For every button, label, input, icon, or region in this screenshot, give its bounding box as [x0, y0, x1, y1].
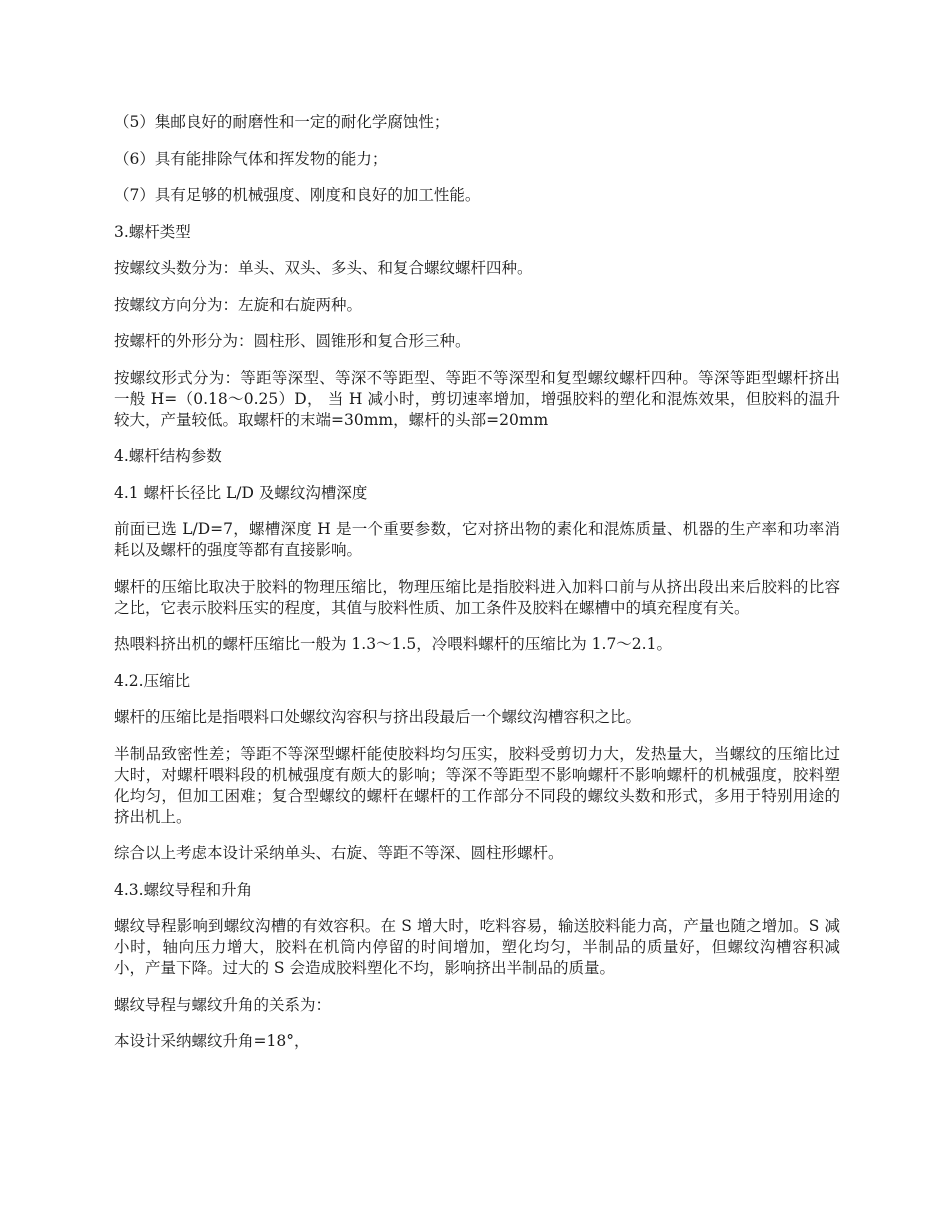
paragraph-thread-form: 按螺纹形式分为：等距等深型、等深不等距型、等距不等深型和复型螺纹螺杆四种。等深等距型螺杆挤出一般 H=（0.18～0.25）D， 当 H 减小时，剪切速率增加，增强胶料的塑化和混炼效果，但胶料的温升较大，产量较低。取螺杆的末端=30mm，螺杆的头部=20mm	[114, 368, 840, 429]
subsection-heading-lead-angle: 4.3.螺纹导程和升角	[114, 880, 253, 899]
paragraph-screw-shape: 按螺杆的外形分为：圆柱形、圆锥形和复合形三种。	[114, 332, 471, 350]
paragraph-compression-definition: 螺杆的压缩比是指喂料口处螺纹沟容积与挤出段最后一个螺纹沟槽容积之比。	[114, 708, 642, 726]
paragraph-design-conclusion: 综合以上考虑本设计采纳单头、右旋、等距不等深、圆柱形螺杆。	[114, 844, 564, 862]
document-page	[114, 112, 840, 1068]
paragraph-lead-relation: 螺纹导程与螺纹升角的关系为：	[114, 995, 332, 1014]
paragraph-compression-values: 热喂料挤出机的螺杆压缩比一般为 1.3～1.5，冷喂料螺杆的压缩比为 1.7～2.1。	[114, 635, 672, 653]
paragraph-density-comparison: 半制品致密性差；等距不等深型螺杆能使胶料均匀压实，胶料受剪切力大，发热量大，当螺纹的压缩比过大时，对螺杆喂料段的机械强度有颇大的影响；等深不等距型不影响螺杆不影响螺杆的机械强度，胶料塑化均匀，但加工困难；复合型螺纹的螺杆在螺杆的工作部分不同段的螺纹头数和形式，多用于特别用途的挤出机上。	[114, 744, 840, 826]
paragraph-item-7: （7）具有足够的机械强度、刚度和良好的加工性能。	[114, 186, 481, 204]
paragraph-item-5: （5）集邮良好的耐磨性和一定的耐化学腐蚀性；	[114, 113, 450, 131]
section-heading-screw-types: 3.螺杆类型	[114, 222, 191, 241]
paragraph-lead-angle-value: 本设计采纳螺纹升角=18°，	[114, 1032, 310, 1050]
paragraph-thread-direction: 按螺纹方向分为：左旋和右旋两种。	[114, 295, 363, 314]
paragraph-lead-effect: 螺纹导程影响到螺纹沟槽的有效容积。在 S 增大时，吃料容易，输送胶料能力高，产量也随之增加。S 减小时，轴向压力增大，胶料在机筒内停留的时间增加，塑化均匀，半制品的质量好，但螺纹沟槽容积减小，产量下降。过大的 S 会造成胶料塑化不均，影响挤出半制品的质量。	[114, 917, 840, 977]
subsection-heading-ld-ratio: 4.1 螺杆长径比 L/D 及螺纹沟槽深度	[114, 483, 368, 502]
paragraph-compression-physical: 螺杆的压缩比取决于胶料的物理压缩比，物理压缩比是指胶料进入加料口前与从挤出段出来后胶料的比容之比，它表示胶料压实的程度，其值与胶料性质、加工条件及胶料在螺槽中的填充程度有关。	[114, 577, 840, 617]
subsection-heading-compression-ratio: 4.2.压缩比	[114, 671, 191, 690]
section-heading-structure-params: 4.螺杆结构参数	[114, 447, 222, 465]
paragraph-item-6: （6）具有能排除气体和挥发物的能力；	[114, 149, 388, 168]
paragraph-thread-count: 按螺纹头数分为：单头、双头、多头、和复合螺纹螺杆四种。	[114, 259, 533, 277]
paragraph-ld-selection: 前面已选 L/D=7，螺槽深度 H 是一个重要参数，它对挤出物的素化和混炼质量、机器的生产率和功率消耗以及螺杆的强度等都有直接影响。	[114, 520, 840, 559]
